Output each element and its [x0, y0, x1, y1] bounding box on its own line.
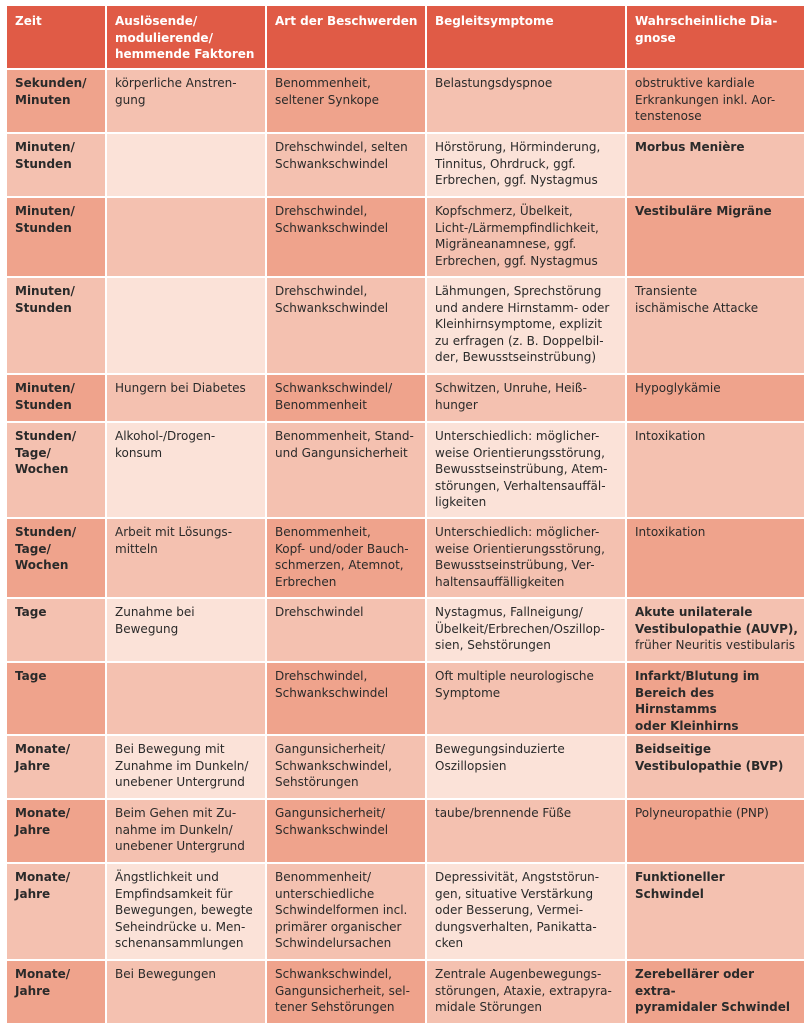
- diagnose-note: früher Neuritis vestibularis: [635, 638, 796, 652]
- cell-symptome: Belastungsdyspnoe: [427, 70, 625, 132]
- cell-diagnose: [627, 599, 804, 661]
- diagnose-title: Akute unilaterale Vestibulopathie (AUVP),: [635, 605, 798, 636]
- header-begleitsymptome: Begleitsymptome: [427, 6, 625, 68]
- cell-beschwerden: Benommenheit, Stand- und Gangunsicherheit: [267, 423, 425, 517]
- cell-zeit: Stunden/ Tage/ Wochen: [7, 423, 105, 517]
- header-beschwerden: Art der Beschwerden: [267, 6, 425, 68]
- header-diagnose: Wahrscheinliche Dia- gnose: [627, 6, 804, 68]
- cell-beschwerden: Schwankschwindel, Gangunsicherheit, sel- tener Sehstörungen: [267, 961, 425, 1023]
- table-row: [7, 663, 804, 734]
- cell-diagnose: Morbus Menière: [627, 134, 804, 196]
- cell-diagnose: Transiente ischämische Attacke: [627, 278, 804, 373]
- cell-zeit: Sekunden/ Minuten: [7, 70, 105, 132]
- cell-diagnose: Intoxikation: [627, 423, 804, 517]
- cell-faktoren: [107, 663, 265, 734]
- cell-beschwerden: Drehschwindel, Schwankschwindel: [267, 198, 425, 276]
- cell-diagnose: Polyneuropathie (PNP): [627, 800, 804, 862]
- cell-beschwerden: Drehschwindel, Schwankschwindel: [267, 663, 425, 734]
- cell-diagnose: Intoxikation: [627, 519, 804, 597]
- cell-diagnose: Hypoglykämie: [627, 375, 804, 421]
- table-row: [7, 800, 804, 862]
- cell-faktoren: [107, 134, 265, 196]
- cell-symptome: Zentrale Augenbewegungs- störungen, Ataxie, extrapyra- midale Störungen: [427, 961, 625, 1023]
- cell-zeit: Monate/ Jahre: [7, 961, 105, 1023]
- cell-zeit: Minuten/ Stunden: [7, 278, 105, 373]
- cell-symptome: Lähmungen, Sprechstörung und andere Hirnstamm- oder Kleinhirnsymptome, explizit zu erfragen (z. B. Doppelbil- der, Bewusstseinstrübung): [427, 278, 625, 373]
- cell-faktoren: Ängstlichkeit und Empfindsamkeit für Bewegungen, bewegte Seheindrücke u. Men- schenansammlungen: [107, 864, 265, 959]
- cell-faktoren: [107, 198, 265, 276]
- cell-zeit: Monate/ Jahre: [7, 800, 105, 862]
- cell-zeit: Minuten/ Stunden: [7, 198, 105, 276]
- cell-beschwerden: Benommenheit/ unterschiedliche Schwindelformen incl. primärer organischer Schwindelursachen: [267, 864, 425, 959]
- cell-zeit: Minuten/ Stunden: [7, 134, 105, 196]
- cell-zeit: Monate/ Jahre: [7, 864, 105, 959]
- cell-zeit: Stunden/ Tage/ Wochen: [7, 519, 105, 597]
- vertigo-differential-diagnosis-table: [5, 4, 806, 1025]
- cell-symptome: Hörstörung, Hörminderung, Tinnitus, Ohrdruck, ggf. Erbrechen, ggf. Nystagmus: [427, 134, 625, 196]
- cell-faktoren: [107, 278, 265, 373]
- cell-zeit: Minuten/ Stunden: [7, 375, 105, 421]
- cell-beschwerden: Schwankschwindel/ Benommenheit: [267, 375, 425, 421]
- table-row: [7, 278, 804, 373]
- cell-faktoren: Hungern bei Diabetes: [107, 375, 265, 421]
- table-row: [7, 736, 804, 798]
- cell-faktoren: Beim Gehen mit Zu- nahme im Dunkeln/ unebener Untergrund: [107, 800, 265, 862]
- cell-faktoren: körperliche Anstren- gung: [107, 70, 265, 132]
- cell-diagnose: Infarkt/Blutung im Bereich des Hirnstamms oder Kleinhirns: [627, 663, 804, 734]
- header-row: [7, 6, 804, 68]
- table-row: [7, 198, 804, 276]
- cell-faktoren: Bei Bewegung mit Zunahme im Dunkeln/ unebener Untergrund: [107, 736, 265, 798]
- header-zeit: Zeit: [7, 6, 105, 68]
- table-row: [7, 519, 804, 597]
- cell-diagnose: Funktioneller Schwindel: [627, 864, 804, 959]
- cell-beschwerden: Drehschwindel, selten Schwankschwindel: [267, 134, 425, 196]
- cell-faktoren: Arbeit mit Lösungs- mitteln: [107, 519, 265, 597]
- cell-faktoren: Alkohol-/Drogen- konsum: [107, 423, 265, 517]
- table-row: [7, 70, 804, 132]
- cell-symptome: taube/brennende Füße: [427, 800, 625, 862]
- cell-beschwerden: Gangunsicherheit/ Schwankschwindel, Sehstörungen: [267, 736, 425, 798]
- table-row: [7, 423, 804, 517]
- cell-symptome: Unterschiedlich: möglicher- weise Orientierungsstörung, Bewusstseinstrübung, Ver- haltensauffälligkeiten: [427, 519, 625, 597]
- table-row: [7, 375, 804, 421]
- cell-faktoren: Bei Bewegungen: [107, 961, 265, 1023]
- table-row: [7, 599, 804, 661]
- cell-symptome: Kopfschmerz, Übelkeit, Licht-/Lärmempfindlichkeit, Migräneanamnese, ggf. Erbrechen, ggf. Nystagmus: [427, 198, 625, 276]
- cell-beschwerden: Drehschwindel, Schwankschwindel: [267, 278, 425, 373]
- cell-symptome: Bewegungsinduzierte Oszillopsien: [427, 736, 625, 798]
- cell-diagnose: Beidseitige Vestibulopathie (BVP): [627, 736, 804, 798]
- header-faktoren: Auslösende/ modulierende/ hemmende Faktoren: [107, 6, 265, 68]
- cell-symptome: Unterschiedlich: möglicher- weise Orientierungsstörung, Bewusstseinstrübung, Atem- störungen, Verhaltensauffäl- ligkeiten: [427, 423, 625, 517]
- cell-symptome: Depressivität, Angststörun- gen, situative Verstärkung oder Besserung, Vermei- dungsverhalten, Panikatta- cken: [427, 864, 625, 959]
- cell-zeit: Tage: [7, 599, 105, 661]
- cell-symptome: Schwitzen, Unruhe, Heiß- hunger: [427, 375, 625, 421]
- cell-beschwerden: Benommenheit, seltener Synkope: [267, 70, 425, 132]
- table-row: [7, 864, 804, 959]
- cell-diagnose: Vestibuläre Migräne: [627, 198, 804, 276]
- table-row: [7, 134, 804, 196]
- cell-diagnose: obstruktive kardiale Erkrankungen inkl. Aor- tenstenose: [627, 70, 804, 132]
- cell-beschwerden: Drehschwindel: [267, 599, 425, 661]
- cell-diagnose: Zerebellärer oder extra- pyramidaler Schwindel: [627, 961, 804, 1023]
- cell-zeit: Tage: [7, 663, 105, 734]
- cell-beschwerden: Benommenheit, Kopf- und/oder Bauch- schmerzen, Atemnot, Erbrechen: [267, 519, 425, 597]
- cell-beschwerden: Gangunsicherheit/ Schwankschwindel: [267, 800, 425, 862]
- table-row: [7, 961, 804, 1023]
- cell-faktoren: Zunahme bei Bewegung: [107, 599, 265, 661]
- cell-zeit: Monate/ Jahre: [7, 736, 105, 798]
- cell-symptome: Oft multiple neurologische Symptome: [427, 663, 625, 734]
- cell-symptome: Nystagmus, Fallneigung/ Übelkeit/Erbrechen/Oszillop- sien, Sehstörungen: [427, 599, 625, 661]
